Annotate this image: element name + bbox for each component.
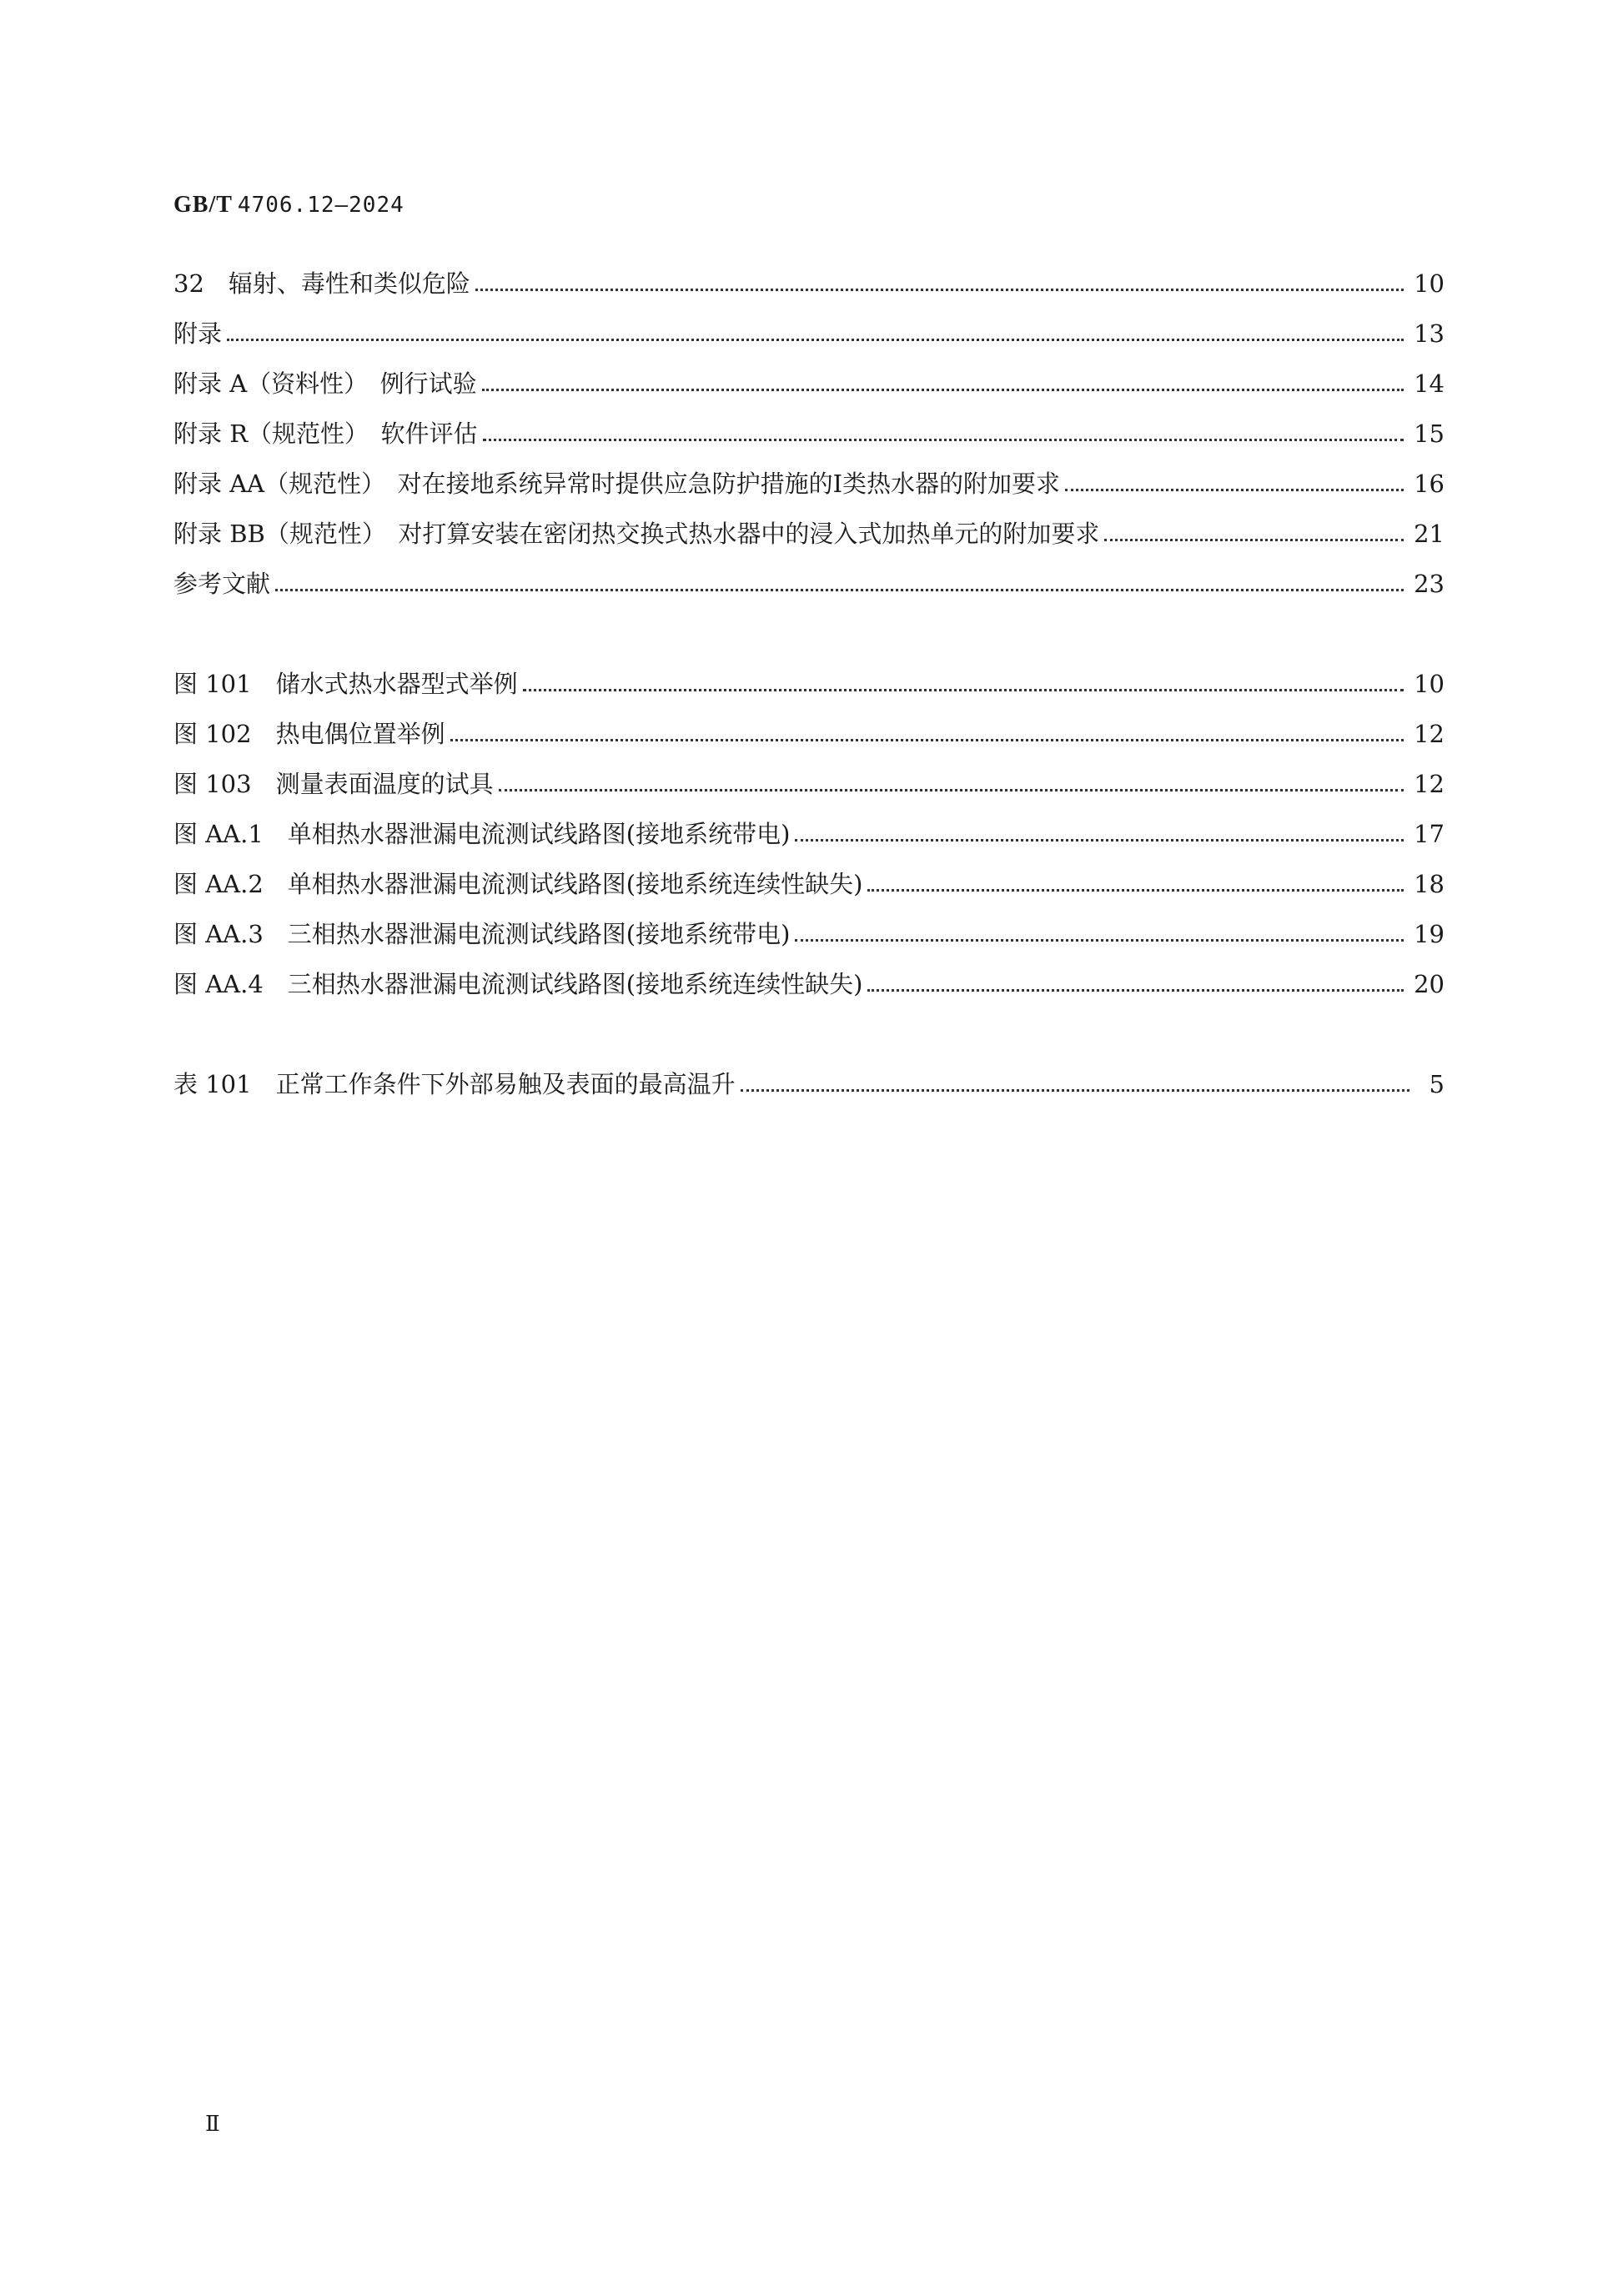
dot-leader	[795, 817, 1404, 851]
dot-leader	[1065, 467, 1404, 500]
toc-entry-appendix-aa[interactable]	[173, 467, 1445, 500]
dot-leader	[795, 917, 1404, 951]
toc-entry-label: 图 AA.4 三相热水器泄漏电流测试线路图(接地系统连续性缺失)	[173, 970, 863, 998]
toc-entry-appendix-a[interactable]	[173, 367, 1445, 400]
standard-code	[173, 192, 404, 219]
toc-entry-label: 图 AA.1 单相热水器泄漏电流测试线路图(接地系统带电)	[173, 820, 791, 848]
dot-leader	[867, 967, 1404, 1001]
toc-entry-label: 图 102 热电偶位置举例	[173, 720, 445, 748]
dot-leader	[867, 867, 1404, 901]
toc-entry-page: 5	[1429, 1070, 1445, 1098]
toc-entry-page: 23	[1414, 570, 1445, 598]
toc-entry-figure-aa1[interactable]	[173, 817, 1445, 851]
toc-entry-references[interactable]	[173, 567, 1445, 600]
toc-entry-page: 10	[1414, 670, 1445, 698]
toc-entry-page: 16	[1414, 470, 1445, 498]
standard-number: 4706.12—2024	[237, 193, 404, 218]
standard-prefix: GB/T	[173, 192, 233, 218]
toc-entry-appendix-r[interactable]	[173, 417, 1445, 450]
dot-leader	[741, 1068, 1409, 1101]
toc-entry-label: 附录	[173, 319, 223, 348]
dot-leader	[483, 417, 1404, 450]
dot-leader	[499, 767, 1404, 801]
toc-entry-label: 表 101 正常工作条件下外部易触及表面的最高温升	[173, 1070, 736, 1098]
toc-entry-page: 18	[1414, 870, 1445, 898]
toc-entry-page: 13	[1414, 319, 1445, 348]
toc-entry-table-101[interactable]	[173, 1068, 1445, 1101]
toc-entry-page: 15	[1414, 420, 1445, 448]
toc-entry-figure-101[interactable]	[173, 667, 1445, 701]
toc-entry-label: 参考文献	[173, 570, 271, 598]
toc-entry-figure-102[interactable]	[173, 717, 1445, 751]
toc-entry-label: 附录 BB（规范性） 对打算安装在密闭热交换式热水器中的浸入式加热单元的附加要求	[173, 520, 1100, 548]
toc-entry-label: 图 101 储水式热水器型式举例	[173, 670, 518, 698]
toc-entry-label: 附录 A（资料性） 例行试验	[173, 369, 477, 398]
toc-entry-page: 12	[1414, 770, 1445, 798]
dot-leader	[1104, 517, 1404, 550]
toc-entry-figure-aa2[interactable]	[173, 867, 1445, 901]
dot-leader	[275, 567, 1404, 600]
dot-leader	[475, 267, 1404, 300]
toc-entry-page: 10	[1414, 269, 1445, 298]
toc-entry-label: 图 103 测量表面温度的试具	[173, 770, 494, 798]
toc-entry-label: 附录 AA（规范性） 对在接地系统异常时提供应急防护措施的Ⅰ类热水器的附加要求	[173, 470, 1061, 498]
toc-entry-appendix-bb[interactable]	[173, 517, 1445, 550]
toc-entry-section-32[interactable]	[173, 267, 1445, 300]
toc-entry-page: 19	[1414, 920, 1445, 948]
toc-entry-figure-103[interactable]	[173, 767, 1445, 801]
dot-leader	[482, 367, 1404, 400]
toc-entry-page: 17	[1414, 820, 1445, 848]
toc-entry-figure-aa4[interactable]	[173, 967, 1445, 1001]
toc-entry-appendix[interactable]	[173, 317, 1445, 350]
dot-leader	[227, 317, 1404, 350]
toc-entry-page: 20	[1414, 970, 1445, 998]
toc-entry-page: 12	[1414, 720, 1445, 748]
toc-entry-label: 图 AA.2 单相热水器泄漏电流测试线路图(接地系统连续性缺失)	[173, 870, 863, 898]
toc-entry-figure-aa3[interactable]	[173, 917, 1445, 951]
toc-entry-label: 32 辐射、毒性和类似危险	[173, 269, 470, 298]
toc-entry-label: 附录 R（规范性） 软件评估	[173, 420, 478, 448]
dot-leader	[523, 667, 1404, 701]
toc-entry-page: 14	[1414, 369, 1445, 398]
page-number: Ⅱ	[205, 2112, 220, 2136]
toc-entry-page: 21	[1414, 520, 1445, 548]
toc-entry-label: 图 AA.3 三相热水器泄漏电流测试线路图(接地系统带电)	[173, 920, 791, 948]
dot-leader	[450, 717, 1404, 751]
